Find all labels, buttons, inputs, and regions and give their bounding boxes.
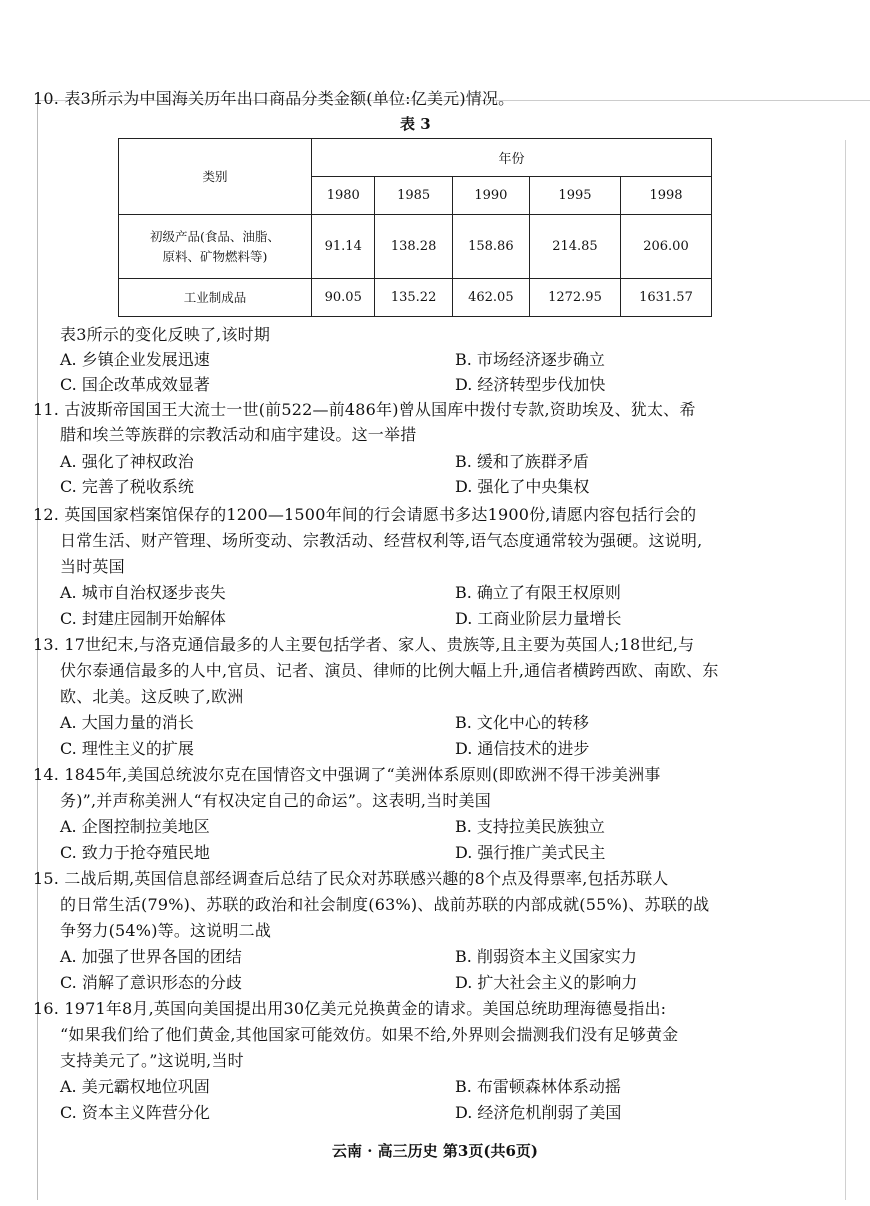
q12-option-a: A. 城市自治权逐步丧失: [60, 583, 226, 602]
q11-line: 腊和埃兰等族群的宗教活动和庙宇建设。这一举措: [60, 425, 417, 444]
q16-line: “如果我们给了他们黄金,其他国家可能效仿。如果不给,外界则会揣测我们没有足够黄金: [60, 1025, 679, 1044]
table-cell: 214.85: [529, 215, 620, 279]
page-footer: 云南 · 高三历史 第3页(共6页): [332, 1142, 538, 1160]
table-cell: 1272.95: [529, 279, 620, 317]
q11-option-d: D. 强化了中央集权: [455, 477, 590, 496]
q15-option-d: D. 扩大社会主义的影响力: [455, 973, 638, 992]
q12-option-c: C. 封建庄园制开始解体: [60, 609, 226, 628]
q16-option-d: D. 经济危机削弱了美国: [455, 1103, 622, 1122]
q11-option-c: C. 完善了税收系统: [60, 477, 194, 496]
q15-line: 15. 二战后期,英国信息部经调查后总结了民众对苏联感兴趣的8个点及得票率,包括苏联人: [33, 869, 669, 888]
q14-line: 14. 1845年,美国总统波尔克在国情咨文中强调了“美洲体系原则(即欧洲不得干涉美洲事: [33, 765, 661, 784]
q12-option-b: B. 确立了有限王权原则: [455, 583, 621, 602]
q11-line: 11. 古波斯帝国国王大流士一世(前522—前486年)曾从国库中拨付专款,资助埃及、犹太、希: [33, 400, 696, 419]
q14-option-c: C. 致力于抢夺殖民地: [60, 843, 210, 862]
q16-option-a: A. 美元霸权地位巩固: [60, 1077, 210, 1096]
q13-option-c: C. 理性主义的扩展: [60, 739, 194, 758]
table-cell: 462.05: [452, 279, 529, 317]
q13-line: 伏尔泰通信最多的人中,官员、记者、演员、律师的比例大幅上升,通信者横跨西欧、南欧、东: [60, 661, 719, 680]
q12-line: 日常生活、财产管理、场所变动、宗教活动、经营权利等,语气态度通常较为强硬。这说明,: [60, 531, 703, 550]
q15-option-a: A. 加强了世界各国的团结: [60, 947, 242, 966]
q10-option-c: C. 国企改革成效显著: [60, 375, 210, 394]
table-cell: 91.14: [312, 215, 375, 279]
table-cell: 1631.57: [620, 279, 711, 317]
q10-option-a: A. 乡镇企业发展迅速: [60, 350, 210, 369]
q12-line: 12. 英国国家档案馆保存的1200—1500年间的行会请愿书多达1900份,请愿内容包括行会的: [33, 505, 697, 524]
row-label-line: 原料、矿物燃料等): [162, 248, 268, 264]
table-cell: 90.05: [312, 279, 375, 317]
q16-option-b: B. 布雷顿森林体系动摇: [455, 1077, 621, 1096]
table-caption: 表 3: [400, 115, 431, 133]
table-year: 1985: [375, 177, 452, 215]
q16-option-c: C. 资本主义阵营分化: [60, 1103, 210, 1122]
table-cell: 158.86: [452, 215, 529, 279]
row-label-line: 初级产品(食品、油脂、: [150, 228, 280, 244]
table-header-category: 类别: [119, 139, 312, 215]
table-header-year: 年份: [312, 139, 712, 177]
q13-option-a: A. 大国力量的消长: [60, 713, 194, 732]
q13-option-b: B. 文化中心的转移: [455, 713, 589, 732]
q10-stem: 10. 表3所示为中国海关历年出口商品分类金额(单位:亿美元)情况。: [33, 89, 515, 108]
q14-option-b: B. 支持拉美民族独立: [455, 817, 605, 836]
table-row-label: 工业制成品: [119, 279, 312, 317]
q16-line: 16. 1971年8月,英国向美国提出用30亿美元兑换黄金的请求。美国总统助理海德曼指出:: [33, 999, 667, 1018]
q10-option-b: B. 市场经济逐步确立: [455, 350, 605, 369]
q11-option-b: B. 缓和了族群矛盾: [455, 452, 589, 471]
q15-line: 的日常生活(79%)、苏联的政治和社会制度(63%)、战前苏联的内部成就(55%)、苏联的战: [60, 895, 710, 914]
table-cell: 138.28: [375, 215, 452, 279]
q10-option-d: D. 经济转型步伐加快: [455, 375, 606, 394]
scan-border-right: [845, 140, 846, 1200]
q14-option-d: D. 强行推广美式民主: [455, 843, 606, 862]
table-row-label: [119, 215, 312, 279]
q15-option-b: B. 削弱资本主义国家实力: [455, 947, 637, 966]
q11-option-a: A. 强化了神权政治: [60, 452, 194, 471]
table-cell: 135.22: [375, 279, 452, 317]
q14-line: 务)”,并声称美洲人“有权决定自己的命运”。这表明,当时美国: [60, 791, 491, 810]
q12-option-d: D. 工商业阶层力量增长: [455, 609, 622, 628]
q10-stem2: 表3所示的变化反映了,该时期: [60, 325, 271, 344]
export-table: [118, 138, 712, 317]
table-year: 1980: [312, 177, 375, 215]
q15-option-c: C. 消解了意识形态的分歧: [60, 973, 242, 992]
q13-line: 13. 17世纪末,与洛克通信最多的人主要包括学者、家人、贵族等,且主要为英国人;18世纪,与: [33, 635, 695, 654]
q13-line: 欧、北美。这反映了,欧洲: [60, 687, 244, 706]
q14-option-a: A. 企图控制拉美地区: [60, 817, 210, 836]
table-year: 1998: [620, 177, 711, 215]
table-cell: 206.00: [620, 215, 711, 279]
q12-line: 当时英国: [60, 557, 125, 576]
q16-line: 支持美元了。”这说明,当时: [60, 1051, 244, 1070]
table-year: 1995: [529, 177, 620, 215]
q13-option-d: D. 通信技术的进步: [455, 739, 590, 758]
q15-line: 争努力(54%)等。这说明二战: [60, 921, 272, 940]
table-year: 1990: [452, 177, 529, 215]
